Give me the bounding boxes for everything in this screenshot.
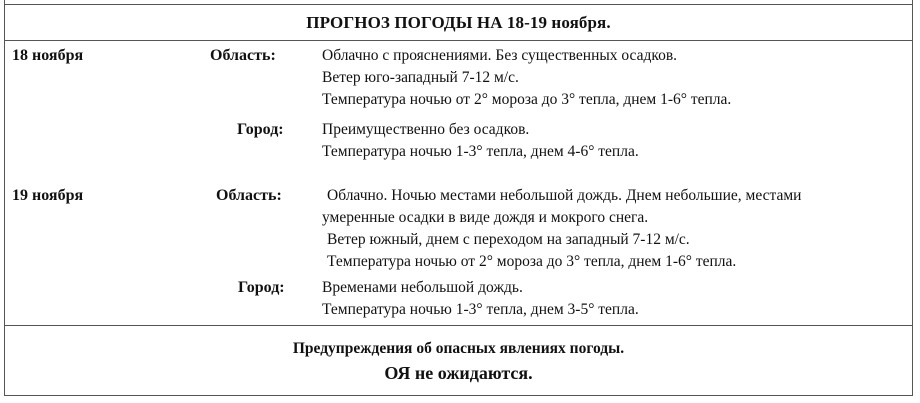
forecast-line: Облачно. Ночью местами небольшой дождь. Днем небольшие, местами [327, 187, 802, 204]
forecast-line: Ветер юго-западный 7-12 м/с. [322, 69, 519, 86]
region-forecast-lines [322, 45, 906, 111]
warnings-section [5, 326, 912, 394]
warnings-text: ОЯ не ожидаются. [384, 363, 533, 383]
forecast-line: Облачно с прояснениями. Без существенных осадков. [322, 47, 678, 64]
city-forecast-lines [322, 277, 906, 321]
forecast-document [4, 0, 913, 396]
forecast-line: Временами небольшой дождь. [322, 279, 523, 296]
city-label: Город: [238, 279, 285, 296]
region-forecast-lines [322, 185, 906, 273]
forecast-line: Температура ночью 1-3° тепла, днем 4-6° тепла. [322, 143, 639, 160]
forecast-title: ПРОГНОЗ ПОГОДЫ НА 18-19 ноября. [5, 5, 912, 41]
forecast-line: Температура ночью от 2° мороза до 3° тепла, днем 1-6° тепла. [322, 91, 732, 108]
forecast-line: Температура ночью от 2° мороза до 3° тепла, днем 1-6° тепла. [327, 253, 737, 270]
city-label: Город: [237, 121, 284, 138]
region-label: Область: [216, 187, 282, 204]
forecast-line: Температура ночью 1-3° тепла, днем 3-5° тепла. [322, 301, 639, 318]
forecast-line: Преимущественно без осадков. [322, 121, 530, 138]
forecast-body [5, 41, 912, 326]
day-date: 18 ноября [12, 47, 84, 64]
region-label: Область: [210, 47, 276, 64]
forecast-line: Ветер южный, днем с переходом на западный 7-12 м/с. [327, 231, 690, 248]
day-date: 19 ноября [12, 187, 84, 204]
warnings-title: Предупреждения об опасных явлениях погоды. [292, 340, 625, 357]
forecast-line: умеренные осадки в виде дождя и мокрого снега. [322, 209, 649, 226]
city-forecast-lines [322, 119, 906, 163]
